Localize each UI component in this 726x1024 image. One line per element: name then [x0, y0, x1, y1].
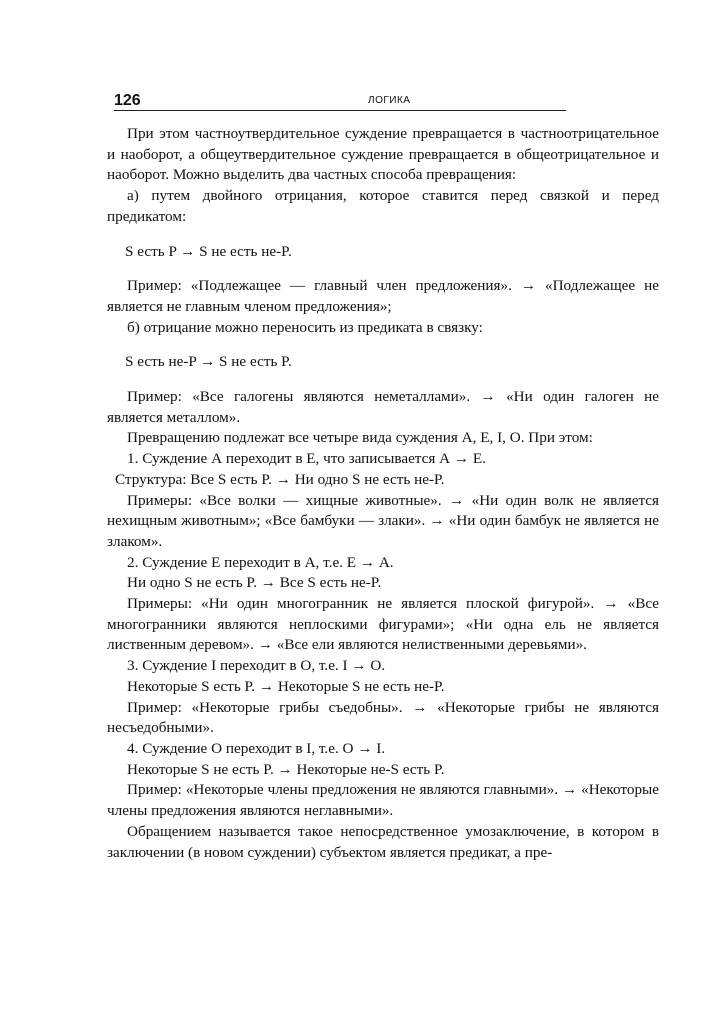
paragraph-example-i: Пример: «Некоторые грибы съедобны». → «Некоторые грибы не являются несъедобными».	[107, 698, 659, 737]
paragraph-intro: При этом частноутвердительное суждение превращается в частноотрицательное и наоборот, а общеутвердительное суждение превращается в общеотрицательное и наоборот. Можно выделить два частных способа превращения:	[107, 125, 659, 184]
paragraph-rule-i: 3. Суждение I переходит в О, т.е. I → О.	[127, 657, 386, 675]
paragraph-four-types: Превращению подлежат все четыре вида суждения А, Е, I, О. При этом:	[127, 429, 593, 447]
paragraph-examples-e: Примеры: «Ни один многогранник не является плоской фигурой». → «Все многогранники являются неплоскими фигурами»; «Ни одна ель не является лиственным деревом». → «Все ели являются нелиственными деревьями».	[107, 595, 659, 654]
paragraph-method-b: б) отрицание можно переносить из предиката в связку:	[127, 318, 483, 336]
paragraph-example-o: Пример: «Некоторые члены предложения не являются главными». → «Некоторые члены предложения являются неглавными».	[107, 781, 659, 820]
paragraph-rule-a: 1. Суждение А переходит в Е, что записывается А → Е.	[127, 450, 486, 468]
paragraph-structure-e: Ни одно S не есть P. → Все S есть не-P.	[127, 574, 382, 592]
page-body	[107, 124, 659, 863]
running-title: ЛОГИКА	[368, 95, 411, 106]
paragraph-structure-a: Структура: Все S есть P. → Ни одно S не есть не-P.	[115, 470, 445, 488]
page-header	[114, 92, 566, 111]
page-number: 126	[114, 92, 141, 109]
paragraph-method-a: а) путем двойного отрицания, которое ставится перед связкой и перед предикатом:	[107, 187, 659, 225]
paragraph-structure-o: Некоторые S не есть P. → Некоторые не-S есть P.	[127, 760, 445, 778]
paragraph-examples-a: Примеры: «Все волки — хищные животные». → «Ни один волк не является нехищным животным»; «Все бамбуки — злаки». → «Ни один бамбук не является не злаком».	[107, 491, 659, 550]
paragraph-rule-o: 4. Суждение О переходит в I, т.е. О → I.	[127, 739, 386, 757]
paragraph-rule-e: 2. Суждение Е переходит в А, т.е. Е → А.	[127, 553, 394, 571]
paragraph-conversion: Обращением называется такое непосредственное умозаключение, в котором в заключении (в новом суждении) субъектом является предикат, а пре-	[107, 822, 659, 861]
paragraph-example-1: Пример: «Подлежащее — главный член предложения». → «Подлежащее не является не главным членом предложения»;	[107, 277, 659, 315]
formula-double-negation: S есть P → S не есть не-P.	[125, 242, 292, 260]
formula-negation-transfer: S есть не-P → S не есть P.	[125, 353, 292, 371]
paragraph-example-2: Пример: «Все галогены являются неметаллами». → «Ни один галоген не является металлом».	[107, 388, 659, 426]
paragraph-structure-i: Некоторые S есть P. → Некоторые S не есть не-P.	[127, 677, 445, 695]
